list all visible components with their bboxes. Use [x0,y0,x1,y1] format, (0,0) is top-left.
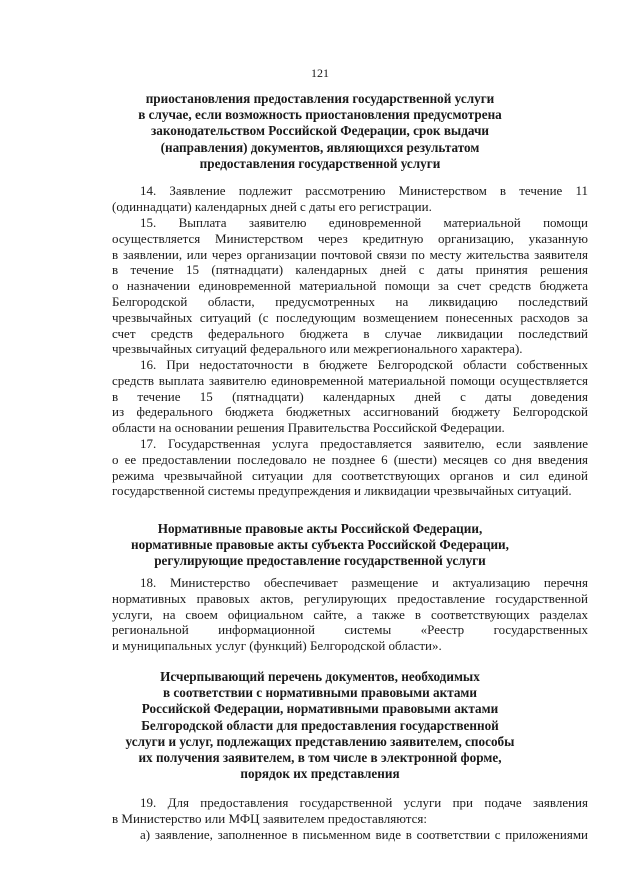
paragraph-19 [112,795,588,842]
text-line: о ее предоставлении последовало не позднее 6 (шести) месяцев со дня введения [112,451,588,467]
section-heading-documents [100,669,540,782]
text-line: а) заявление, заполненное в письменном виде в соответствии с приложениями [140,826,588,842]
text-line: осуществляется Министерством через кредитную организацию, указанную [112,230,588,246]
heading-line: предоставления государственной услуги [199,155,441,171]
section-heading-regulations [100,521,540,570]
text-line: чрезвычайных ситуаций федерального или межрегионального характера). [112,341,523,357]
text-line: (одиннадцати) календарных дней с даты его регистрации. [112,198,432,214]
text-line: 17. Государственная услуга предоставляется заявителю, если заявление [140,436,588,451]
text-line: 15. Выплата заявителю единовременной материальной помощи [140,215,588,230]
heading-line: Белгородской области для предоставления государственной [141,717,499,733]
text-line: в Министерство или МФЦ заявителем предоставляются: [112,810,427,826]
section-heading-suspension [100,91,540,172]
text-line: в течение 15 (пятнадцати) календарных дней с даты доведения [112,388,588,404]
paragraph-17 [112,436,588,499]
paragraph-14 [112,183,588,215]
text-line: из федерального бюджета бюджетных ассигнований бюджету Белгородской [112,404,588,420]
text-line: режима чрезвычайной ситуации для соответствующих органов и сил единой [112,467,588,483]
paragraph-16 [112,357,588,436]
text-line: в течение 15 (пятнадцати) календарных дней с даты принятия решения [112,262,588,278]
text-line: государственной системы предупреждения и ликвидации чрезвычайных ситуаций. [112,483,572,499]
heading-line: Нормативные правовые акты Российской Федерации, [157,521,483,536]
heading-line: в случае, если возможность приостановления предусмотрена [138,107,502,123]
paragraph-15 [112,215,588,357]
heading-line: нормативные правовые акты субъекта Российской Федерации, [131,537,509,553]
heading-line: (направления) документов, являющихся результатом [160,139,480,155]
text-line: региональной информационной системы «Реестр государственных [112,622,588,638]
text-line: чрезвычайных ситуаций (с последующим возмещением понесенных расходов за [112,309,588,325]
text-line: 16. При недостаточности в бюджете Белгородской области собственных [140,357,588,372]
text-line: Белгородской области, предусмотренных на ликвидацию последствий [112,293,588,309]
text-line: нормативных правовых актов, регулирующих предоставление государственной [112,590,588,606]
text-line: средств выплата заявителю единовременной материальной помощи осуществляется [112,372,588,388]
heading-line: Исчерпывающий перечень документов, необходимых [160,669,480,684]
text-line: о назначении единовременной материальной помощи за счет средств бюджета [112,278,588,294]
text-line: услуги, на своем официальном сайте, а также в соответствующих разделах [112,606,588,622]
heading-line: порядок их представления [240,766,400,782]
heading-line: Российской Федерации, нормативными правовыми актами [141,701,499,717]
heading-line: законодательством Российской Федерации, срок выдачи [150,123,490,139]
heading-line: услуги и услуг, подлежащих представлению заявителем, способы [125,733,515,749]
page-number: 121 [311,66,329,80]
heading-line: приостановления предоставления государственной услуги [145,91,495,106]
text-line: в заявлении, или через организации почтовой связи по месту жительства заявителя [112,246,588,262]
text-line: счет средств федерального бюджета в случае ликвидации последствий [112,325,588,341]
heading-line: регулирующие предоставление государственной услуги [154,553,486,569]
text-line: 18. Министерство обеспечивает размещение и актуализацию перечня [140,575,588,590]
text-line: 14. Заявление подлежит рассмотрению Министерством в течение 11 [140,183,588,198]
text-line: 19. Для предоставления государственной услуги при подаче заявления [140,795,588,810]
text-line: области на основании решения Правительства Российской Федерации. [112,420,505,436]
paragraph-18 [112,575,588,654]
heading-line: в соответствии с нормативными правовыми актами [162,685,478,701]
heading-line: их получения заявителем, в том числе в электронной форме, [138,750,502,766]
text-line: и муниципальных услуг (функций) Белгородской области». [112,638,442,654]
